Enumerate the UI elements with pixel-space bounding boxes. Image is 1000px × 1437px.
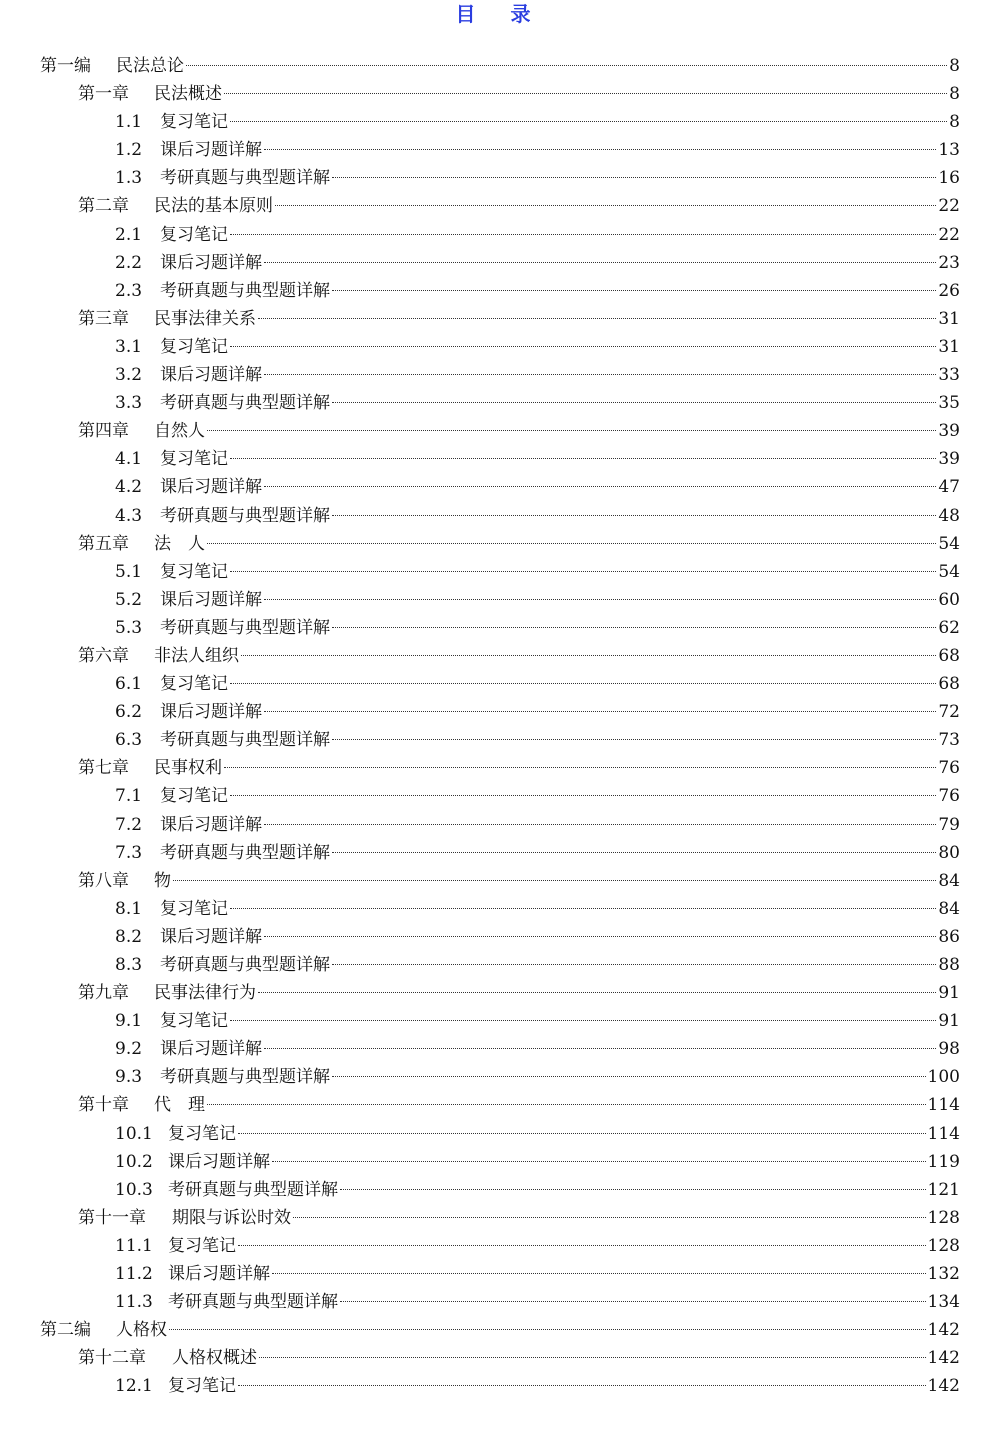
toc-entry-number: 1.3 — [115, 168, 143, 189]
toc-entry-page-number: 119 — [927, 1151, 960, 1172]
toc-entry-number: 6.1 — [115, 674, 143, 695]
toc-entry-label: 考研真题与典型题详解 — [160, 955, 330, 975]
dot-leader — [332, 852, 936, 853]
toc-entry-number: 8.2 — [115, 926, 143, 947]
toc-entry-page-number: 76 — [938, 758, 960, 779]
dot-leader — [264, 711, 936, 712]
toc-entry-label: 自然人 — [154, 421, 205, 442]
toc-entry-number: 6.2 — [115, 702, 143, 723]
toc-entry-number: 7.3 — [115, 842, 143, 863]
toc-entry-page-number: 33 — [938, 365, 960, 386]
toc-entry-page-number: 91 — [938, 1011, 960, 1032]
toc-entry-number: 11.1 — [115, 1235, 153, 1256]
toc-entry-number: 10.1 — [115, 1123, 153, 1144]
toc-entry-page-number: 72 — [938, 702, 960, 723]
toc-entry-level-2[interactable] — [0, 305, 1000, 333]
toc-entry-label: 考研真题与典型题详解 — [160, 617, 330, 638]
toc-entry-page-number: 134 — [927, 1292, 960, 1313]
dot-leader — [186, 65, 947, 66]
toc-entry-page-number: 68 — [938, 674, 960, 695]
toc-entry-page-number: 86 — [938, 926, 960, 947]
toc-entry-level-3[interactable] — [0, 670, 1000, 698]
toc-entry-label: 考研真题与典型题详解 — [160, 730, 330, 751]
toc-entry-level-3[interactable] — [0, 164, 1000, 192]
toc-entry-number: 4.2 — [115, 477, 143, 498]
toc-entry-page-number: 39 — [938, 449, 960, 470]
toc-entry-label: 复习笔记 — [168, 1123, 236, 1144]
toc-entry-number: 5.2 — [115, 589, 143, 610]
dot-leader — [207, 430, 936, 431]
dot-leader — [264, 374, 936, 375]
dot-leader — [275, 205, 936, 206]
dot-leader — [264, 824, 936, 825]
dot-leader — [332, 1076, 926, 1077]
toc-entry-number: 第七章 — [78, 758, 129, 779]
toc-entry-page-number: 98 — [938, 1039, 960, 1060]
dot-leader — [230, 683, 936, 684]
toc-entry-label: 法 人 — [154, 533, 205, 554]
toc-entry-level-3[interactable] — [0, 1063, 1000, 1091]
toc-entry-page-number: 8 — [949, 112, 960, 133]
toc-entry-level-3[interactable] — [0, 249, 1000, 277]
toc-entry-level-3[interactable] — [0, 502, 1000, 530]
dot-leader — [264, 262, 936, 263]
toc-entry-label: 复习笔记 — [160, 898, 228, 919]
toc-entry-page-number: 60 — [938, 589, 960, 610]
toc-entry-number: 第一章 — [78, 84, 129, 105]
toc-entry-label: 考研真题与典型题详解 — [168, 1179, 338, 1200]
toc-entry-label: 课后习题详解 — [160, 252, 262, 273]
toc-entry-level-3[interactable] — [0, 108, 1000, 136]
toc-entry-page-number: 39 — [938, 421, 960, 442]
toc-entry-label: 课后习题详解 — [160, 814, 262, 835]
toc-entry-page-number: 121 — [927, 1179, 960, 1200]
toc-entry-level-3[interactable] — [0, 698, 1000, 726]
toc-entry-level-2[interactable] — [0, 1344, 1000, 1372]
toc-entry-number: 12.1 — [115, 1376, 153, 1397]
toc-entry-page-number: 80 — [938, 842, 960, 863]
toc-entry-number: 第一编 — [40, 56, 91, 76]
toc-entry-label: 考研真题与典型题详解 — [160, 168, 330, 189]
toc-entry-level-3[interactable] — [0, 895, 1000, 923]
toc-entry-level-2[interactable] — [0, 1091, 1000, 1119]
toc-entry-number: 第五章 — [78, 533, 129, 554]
toc-entry-page-number: 73 — [938, 730, 960, 751]
toc-entry-page-number: 31 — [938, 308, 960, 329]
toc-entry-level-3[interactable] — [0, 726, 1000, 754]
toc-entry-label: 人格权概述 — [172, 1348, 257, 1369]
toc-entry-level-3[interactable] — [0, 811, 1000, 839]
dot-leader — [340, 1301, 926, 1302]
toc-entry-label: 考研真题与典型题详解 — [168, 1292, 338, 1313]
toc-entry-page-number: 100 — [927, 1067, 960, 1088]
toc-entry-level-2[interactable] — [0, 192, 1000, 220]
toc-entry-level-2[interactable] — [0, 979, 1000, 1007]
dot-leader — [332, 964, 936, 965]
toc-entry-label: 复习笔记 — [160, 336, 228, 357]
toc-entry-number: 2.1 — [115, 224, 143, 245]
toc-entry-label: 考研真题与典型题详解 — [160, 1067, 330, 1088]
toc-entry-page-number: 76 — [938, 786, 960, 807]
toc-entry-label: 期限与诉讼时效 — [172, 1207, 291, 1228]
toc-entry-level-2[interactable] — [0, 417, 1000, 445]
toc-entry-level-2[interactable] — [0, 1204, 1000, 1232]
toc-entry-level-3[interactable] — [0, 1372, 1000, 1400]
toc-entry-number: 8.1 — [115, 898, 143, 919]
toc-entry-label: 民事法律行为 — [154, 983, 256, 1004]
toc-entry-number: 3.1 — [115, 336, 143, 357]
toc-entry-page-number: 68 — [938, 645, 960, 666]
toc-entry-number: 5.3 — [115, 617, 143, 638]
toc-entry-page-number: 79 — [938, 814, 960, 835]
toc-entry-page-number: 62 — [938, 617, 960, 638]
toc-entry-label: 考研真题与典型题详解 — [160, 842, 330, 863]
dot-leader — [207, 543, 936, 544]
toc-entry-number: 9.1 — [115, 1011, 143, 1032]
dot-leader — [230, 346, 936, 347]
dot-leader — [272, 1161, 926, 1162]
toc-entry-level-3[interactable] — [0, 277, 1000, 305]
toc-entry-number: 3.2 — [115, 365, 143, 386]
toc-entry-number: 第二编 — [40, 1320, 91, 1341]
toc-entry-label: 代 理 — [154, 1095, 205, 1116]
dot-leader — [230, 1020, 936, 1021]
toc-entry-number: 9.3 — [115, 1067, 143, 1088]
dot-leader — [169, 1329, 926, 1330]
toc-entry-label: 课后习题详解 — [168, 1264, 270, 1285]
dot-leader — [259, 1357, 926, 1358]
dot-leader — [258, 992, 936, 993]
toc-entry-level-3[interactable] — [0, 782, 1000, 810]
toc-entry-label: 课后习题详解 — [160, 926, 262, 947]
dot-leader — [230, 908, 936, 909]
dot-leader — [332, 290, 936, 291]
toc-list — [0, 52, 1000, 1401]
toc-entry-label: 课后习题详解 — [160, 589, 262, 610]
toc-entry-level-3[interactable] — [0, 136, 1000, 164]
toc-entry-label: 课后习题详解 — [160, 140, 262, 161]
dot-leader — [230, 234, 936, 235]
toc-entry-level-3[interactable] — [0, 361, 1000, 389]
toc-entry-level-2[interactable] — [0, 867, 1000, 895]
dot-leader — [264, 149, 936, 150]
toc-entry-label: 民法总论 — [116, 56, 184, 76]
toc-entry-level-3[interactable] — [0, 389, 1000, 417]
toc-entry-page-number: 142 — [927, 1320, 960, 1341]
dot-leader — [332, 177, 936, 178]
toc-entry-number: 2.3 — [115, 280, 143, 301]
toc-entry-label: 复习笔记 — [160, 112, 228, 133]
toc-entry-level-3[interactable] — [0, 1176, 1000, 1204]
toc-entry-level-3[interactable] — [0, 445, 1000, 473]
toc-entry-page-number: 31 — [938, 336, 960, 357]
dot-leader — [224, 93, 947, 94]
dot-leader — [264, 486, 936, 487]
toc-entry-level-3[interactable] — [0, 1035, 1000, 1063]
toc-entry-level-3[interactable] — [0, 1288, 1000, 1316]
dot-leader — [238, 1133, 926, 1134]
toc-entry-number: 3.3 — [115, 393, 143, 414]
toc-entry-number: 4.3 — [115, 505, 143, 526]
toc-entry-number: 11.2 — [115, 1264, 153, 1285]
toc-entry-label: 复习笔记 — [160, 786, 228, 807]
toc-entry-number: 7.2 — [115, 814, 143, 835]
toc-entry-number: 7.1 — [115, 786, 143, 807]
toc-entry-number: 4.1 — [115, 449, 143, 470]
toc-entry-label: 课后习题详解 — [160, 477, 262, 498]
toc-entry-label: 民法的基本原则 — [154, 196, 273, 217]
dot-leader — [293, 1217, 926, 1218]
toc-entry-label: 复习笔记 — [160, 674, 228, 695]
toc-entry-page-number: 8 — [949, 56, 960, 76]
dot-leader — [207, 1104, 926, 1105]
toc-entry-page-number: 22 — [938, 196, 960, 217]
toc-entry-label: 考研真题与典型题详解 — [160, 505, 330, 526]
toc-entry-level-3[interactable] — [0, 614, 1000, 642]
dot-leader — [238, 1245, 926, 1246]
toc-entry-page-number: 22 — [938, 224, 960, 245]
toc-entry-level-3[interactable] — [0, 558, 1000, 586]
toc-entry-label: 民事法律关系 — [154, 308, 256, 329]
toc-entry-label: 复习笔记 — [160, 561, 228, 582]
dot-leader — [238, 1385, 926, 1386]
toc-entry-label: 课后习题详解 — [168, 1151, 270, 1172]
dot-leader — [230, 571, 936, 572]
dot-leader — [264, 936, 936, 937]
toc-entry-page-number: 84 — [938, 870, 960, 891]
toc-entry-page-number: 142 — [927, 1348, 960, 1369]
dot-leader — [332, 402, 936, 403]
toc-entry-page-number: 16 — [938, 168, 960, 189]
toc-entry-label: 考研真题与典型题详解 — [160, 393, 330, 414]
toc-entry-level-2[interactable] — [0, 530, 1000, 558]
dot-leader — [264, 1048, 936, 1049]
toc-entry-label: 民法概述 — [154, 84, 222, 105]
toc-entry-page-number: 128 — [927, 1235, 960, 1256]
toc-entry-level-3[interactable] — [0, 1007, 1000, 1035]
toc-entry-label: 复习笔记 — [160, 224, 228, 245]
toc-entry-level-3[interactable] — [0, 586, 1000, 614]
dot-leader — [332, 515, 936, 516]
toc-entry-number: 第二章 — [78, 196, 129, 217]
toc-entry-label: 课后习题详解 — [160, 702, 262, 723]
toc-entry-page-number: 35 — [938, 393, 960, 414]
toc-entry-page-number: 13 — [938, 140, 960, 161]
toc-entry-label: 课后习题详解 — [160, 365, 262, 386]
toc-entry-page-number: 23 — [938, 252, 960, 273]
toc-entry-level-3[interactable] — [0, 473, 1000, 501]
toc-entry-label: 物 — [154, 870, 171, 891]
toc-entry-page-number: 48 — [938, 505, 960, 526]
toc-entry-number: 第十一章 — [78, 1207, 146, 1228]
toc-entry-level-2[interactable] — [0, 754, 1000, 782]
dot-leader — [272, 1273, 926, 1274]
toc-entry-number: 6.3 — [115, 730, 143, 751]
toc-entry-page-number: 54 — [938, 561, 960, 582]
toc-entry-number: 第九章 — [78, 983, 129, 1004]
toc-entry-page-number: 26 — [938, 280, 960, 301]
toc-entry-number: 1.1 — [115, 112, 143, 133]
toc-entry-number: 2.2 — [115, 252, 143, 273]
toc-entry-level-3[interactable] — [0, 1120, 1000, 1148]
dot-leader — [230, 795, 936, 796]
toc-entry-page-number: 88 — [938, 955, 960, 975]
dot-leader — [230, 458, 936, 459]
toc-entry-level-3[interactable] — [0, 839, 1000, 867]
toc-entry-page-number: 47 — [938, 477, 960, 498]
toc-entry-level-3[interactable] — [0, 333, 1000, 361]
toc-entry-page-number: 8 — [949, 84, 960, 105]
toc-entry-page-number: 114 — [927, 1095, 960, 1116]
toc-entry-number: 第八章 — [78, 870, 129, 891]
toc-entry-level-3[interactable] — [0, 221, 1000, 249]
toc-entry-label: 民事权利 — [154, 758, 222, 779]
toc-entry-level-1[interactable] — [0, 52, 1000, 80]
toc-entry-level-3[interactable] — [0, 1260, 1000, 1288]
toc-entry-number: 5.1 — [115, 561, 143, 582]
toc-entry-level-3[interactable] — [0, 1232, 1000, 1260]
toc-entry-label: 复习笔记 — [160, 1011, 228, 1032]
toc-entry-number: 第六章 — [78, 645, 129, 666]
toc-entry-page-number: 54 — [938, 533, 960, 554]
toc-entry-label: 课后习题详解 — [160, 1039, 262, 1060]
toc-entry-level-3[interactable] — [0, 1148, 1000, 1176]
toc-entry-page-number: 132 — [927, 1264, 960, 1285]
dot-leader — [332, 739, 936, 740]
toc-entry-page-number: 91 — [938, 983, 960, 1004]
dot-leader — [340, 1189, 926, 1190]
toc-entry-level-1[interactable] — [0, 1316, 1000, 1344]
dot-leader — [224, 767, 936, 768]
toc-title: 目 录 — [455, 2, 545, 26]
toc-entry-level-3[interactable] — [0, 951, 1000, 979]
toc-entry-label: 复习笔记 — [160, 449, 228, 470]
dot-leader — [173, 880, 936, 881]
toc-entry-page-number: 114 — [927, 1123, 960, 1144]
toc-entry-number: 9.2 — [115, 1039, 143, 1060]
toc-entry-page-number: 84 — [938, 898, 960, 919]
toc-entry-label: 复习笔记 — [168, 1235, 236, 1256]
toc-entry-page-number: 142 — [927, 1376, 960, 1397]
dot-leader — [264, 599, 936, 600]
toc-entry-number: 第十章 — [78, 1095, 129, 1116]
toc-entry-label: 考研真题与典型题详解 — [160, 280, 330, 301]
toc-entry-number: 第三章 — [78, 308, 129, 329]
dot-leader — [258, 318, 936, 319]
toc-entry-number: 10.3 — [115, 1179, 153, 1200]
toc-entry-level-2[interactable] — [0, 80, 1000, 108]
toc-entry-number: 8.3 — [115, 955, 143, 975]
toc-entry-number: 10.2 — [115, 1151, 153, 1172]
toc-entry-level-2[interactable] — [0, 642, 1000, 670]
toc-entry-label: 复习笔记 — [168, 1376, 236, 1397]
dot-leader — [230, 121, 947, 122]
dot-leader — [241, 655, 936, 656]
toc-entry-label: 人格权 — [116, 1320, 167, 1341]
toc-entry-number: 11.3 — [115, 1292, 153, 1313]
toc-entry-level-3[interactable] — [0, 923, 1000, 951]
toc-entry-number: 1.2 — [115, 140, 143, 161]
toc-entry-number: 第十二章 — [78, 1348, 146, 1369]
toc-entry-label: 非法人组织 — [154, 645, 239, 666]
toc-entry-page-number: 128 — [927, 1207, 960, 1228]
dot-leader — [332, 627, 936, 628]
toc-entry-number: 第四章 — [78, 421, 129, 442]
